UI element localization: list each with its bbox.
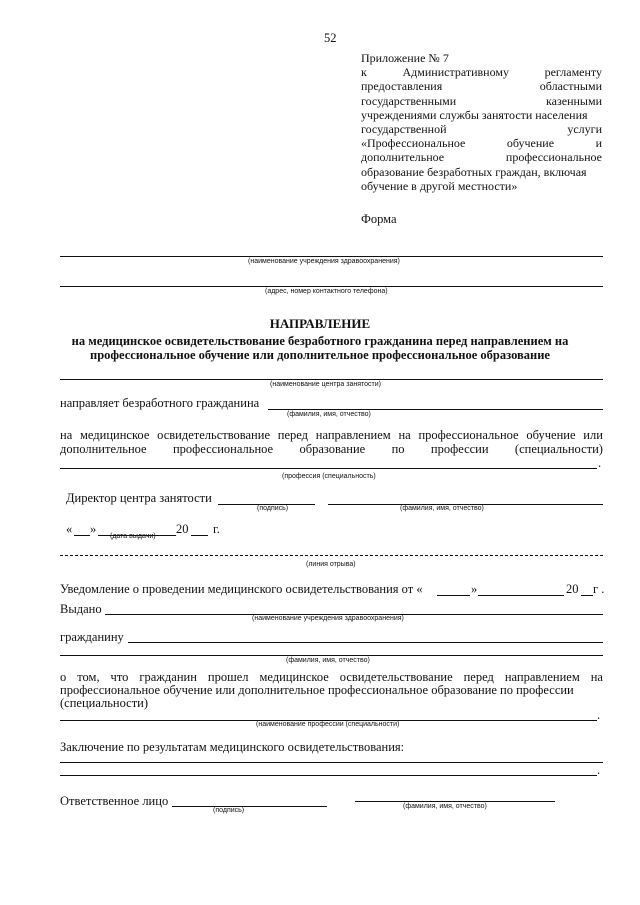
citizen-name-line-2[interactable]	[60, 655, 603, 656]
employment-center-caption: (наименование центра занятости)	[270, 381, 381, 388]
responsible-signature-line[interactable]	[172, 806, 327, 807]
document-title: НАПРАВЛЕНИЕ	[269, 316, 371, 331]
notice-month-line[interactable]	[478, 595, 564, 596]
passed-profession-caption: (наименование профессии (специальности)	[256, 721, 400, 728]
responsible-fio-line[interactable]	[355, 801, 555, 802]
issue-year-prefix: 20	[176, 522, 189, 536]
appendix-line: «Профессиональное обучение и	[361, 136, 602, 151]
passed-period: .	[597, 708, 601, 722]
appendix-block	[361, 51, 602, 193]
conclusion-line-1[interactable]	[60, 762, 603, 763]
exam-text-line2: дополнительное профессиональное образование по профессии (специальности)	[60, 442, 603, 456]
citizen-label: гражданину	[60, 630, 124, 644]
citizen-fio-line[interactable]	[268, 409, 603, 410]
employment-center-line[interactable]	[60, 379, 603, 380]
address-phone-caption: (адрес, номер контактного телефона)	[265, 288, 388, 295]
appendix-line: к Административному регламенту	[361, 65, 602, 80]
appendix-line: государственными казенными	[361, 93, 602, 108]
document-subtitle-line1: на медицинское освидетельствование безработного гражданина перед направлением на	[71, 334, 569, 348]
responsible-label: Ответственное лицо	[60, 794, 169, 808]
conclusion-line-2[interactable]	[60, 775, 597, 776]
citizen-fio-caption-2: (фамилия, имя, отчество)	[286, 657, 370, 664]
issue-date-open-quote: «	[66, 522, 73, 536]
appendix-line: образование безработных граждан, включая	[361, 164, 587, 179]
conclusion-period: .	[597, 763, 601, 777]
passed-text-line1: о том, что гражданин прошел медицинское освидетельствование перед направлением на	[60, 670, 603, 684]
notice-year-suffix: г .	[593, 582, 605, 596]
profession-line[interactable]	[60, 468, 597, 469]
health-institution-line[interactable]	[60, 256, 603, 257]
appendix-line: государственной услуги	[361, 122, 602, 137]
form-label: Форма	[361, 212, 397, 226]
profession-period: .	[598, 456, 602, 470]
responsible-signature-caption: (подпись)	[213, 807, 245, 814]
issue-year-suffix: г.	[213, 522, 220, 536]
issue-day-line[interactable]	[74, 535, 90, 536]
issued-institution-caption: (наименование учреждения здравоохранения)	[252, 615, 404, 622]
document-subtitle-line2: профессиональное обучение или дополнительное профессиональное образование	[90, 348, 550, 362]
citizen-name-line[interactable]	[128, 642, 603, 643]
passed-text-line2: профессиональное обучение или дополнительное профессиональное образование по профессии	[60, 683, 574, 697]
directs-label: направляет безработного гражданина	[60, 396, 260, 410]
notice-text: Уведомление о проведении медицинского освидетельствования от «	[60, 582, 423, 596]
director-signature-caption: (подпись)	[257, 505, 289, 512]
issue-year-line[interactable]	[191, 535, 208, 536]
exam-text-line1: на медицинское освидетельствование перед направлением на профессиональное обучение или	[60, 428, 603, 442]
notice-date-close-quote: »	[471, 582, 478, 596]
notice-day-line[interactable]	[437, 595, 470, 596]
profession-caption: (профессия (специальность)	[282, 473, 376, 480]
cut-line	[60, 555, 603, 556]
notice-year-prefix: 20	[566, 582, 579, 596]
responsible-fio-caption: (фамилия, имя, отчество)	[403, 803, 487, 810]
appendix-line: учреждениями службы занятости населения	[361, 107, 588, 122]
page-number: 52	[324, 31, 337, 45]
issued-label: Выдано	[60, 602, 102, 616]
health-institution-caption: (наименование учреждения здравоохранения)	[248, 258, 400, 265]
conclusion-label: Заключение по результатам медицинского освидетельствования:	[60, 740, 405, 754]
director-label: Директор центра занятости	[66, 491, 212, 505]
appendix-line: дополнительное профессиональное	[361, 150, 602, 165]
address-phone-line[interactable]	[60, 286, 603, 287]
citizen-fio-caption: (фамилия, имя, отчество)	[287, 411, 371, 418]
appendix-line: обучение в другой местности»	[361, 178, 518, 193]
issue-date-caption: (дата выдачи)	[110, 533, 156, 540]
cut-line-caption: (линия отрыва)	[306, 561, 356, 568]
notice-year-line[interactable]	[581, 595, 593, 596]
passed-text-line3: (специальности)	[60, 696, 149, 710]
appendix-title: Приложение № 7	[361, 51, 449, 65]
appendix-line: предоставления областными	[361, 79, 602, 94]
issue-date-close-quote: »	[90, 522, 97, 536]
director-fio-caption: (фамилия, имя, отчество)	[400, 505, 484, 512]
